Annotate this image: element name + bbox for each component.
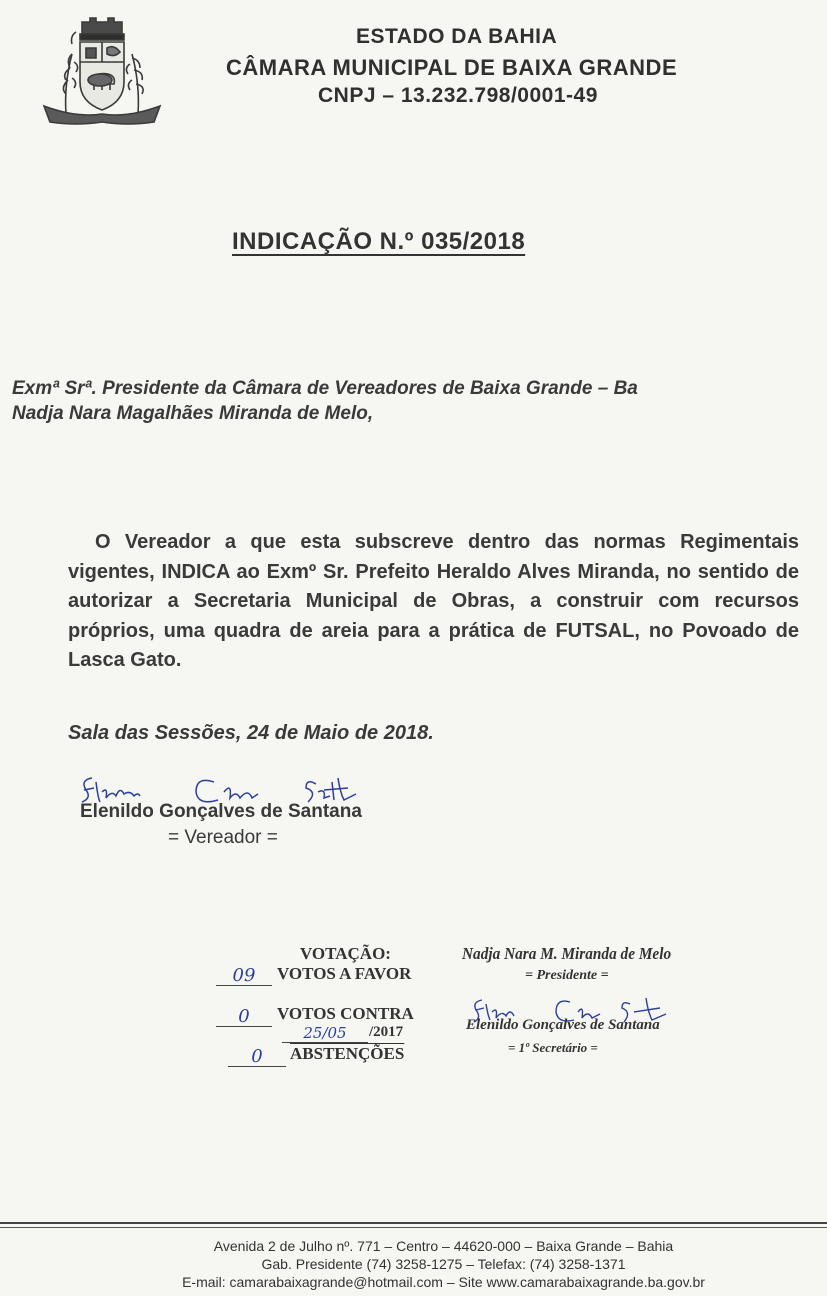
footer-divider-thin xyxy=(0,1227,827,1228)
secretary-name: Elenildo Gonçalves de Santana xyxy=(466,1017,660,1033)
municipal-coat-of-arms-icon xyxy=(36,14,168,126)
abstention-label: ABSTENÇÕES xyxy=(290,1044,405,1063)
session-date: Sala das Sessões, 24 de Maio de 2018. xyxy=(68,722,434,744)
president-role: = Presidente = xyxy=(525,968,609,983)
president-name: Nadja Nara M. Miranda de Melo xyxy=(462,944,672,963)
vote-year: /2017 xyxy=(369,1024,404,1040)
favor-count: 09 xyxy=(232,965,256,986)
addressee-line-2: Nadja Nara Magalhães Miranda de Melo, xyxy=(12,403,374,424)
body-paragraph: O Vereador a que esta subscreve dentro das normas Regimentais vigentes, INDICA ao Exmº Sr. Prefeito Heraldo Alves Miranda, no sentido de autorizar a Secretaria Municipal de Obras, a construir com recursos próprios, uma quadra de areia para a prática de FUTSAL, no Povoado de Lasca Gato. xyxy=(68,531,799,671)
voting-heading: VOTAÇÃO: xyxy=(300,944,391,963)
document-title: INDICAÇÃO N.º 035/2018 xyxy=(232,228,526,255)
signer-name: Elenildo Gonçalves de Santana xyxy=(80,801,362,822)
vote-date: 25/05 xyxy=(303,1024,347,1042)
signer-role: = Vereador = xyxy=(168,827,278,848)
addressee-line-1: Exmª Srª. Presidente da Câmara de Vereadores de Baixa Grande – Ba xyxy=(12,378,638,399)
favor-label: VOTOS A FAVOR xyxy=(277,964,412,983)
footer-divider xyxy=(0,1222,827,1224)
footer-phones: Gab. Presidente (74) 3258-1275 – Telefax: (74) 3258-1371 xyxy=(261,1256,626,1272)
secretary-role: = 1º Secretário = xyxy=(508,1040,598,1055)
footer-address: Avenida 2 de Julho nº. 771 – Centro – 44620-000 – Baixa Grande – Bahia xyxy=(213,1238,674,1254)
footer-contact: E-mail: camarabaixagrande@hotmail.com – Site www.camarabaixagrande.ba.gov.br xyxy=(182,1274,705,1290)
contra-label: VOTOS CONTRA xyxy=(277,1004,414,1023)
contra-count: 0 xyxy=(238,1006,250,1027)
favor-count-line xyxy=(216,965,272,986)
vote-date-line xyxy=(282,1024,368,1043)
abstention-count-line xyxy=(228,1046,286,1067)
contra-count-line xyxy=(216,1006,272,1027)
abstention-count: 0 xyxy=(251,1046,263,1067)
